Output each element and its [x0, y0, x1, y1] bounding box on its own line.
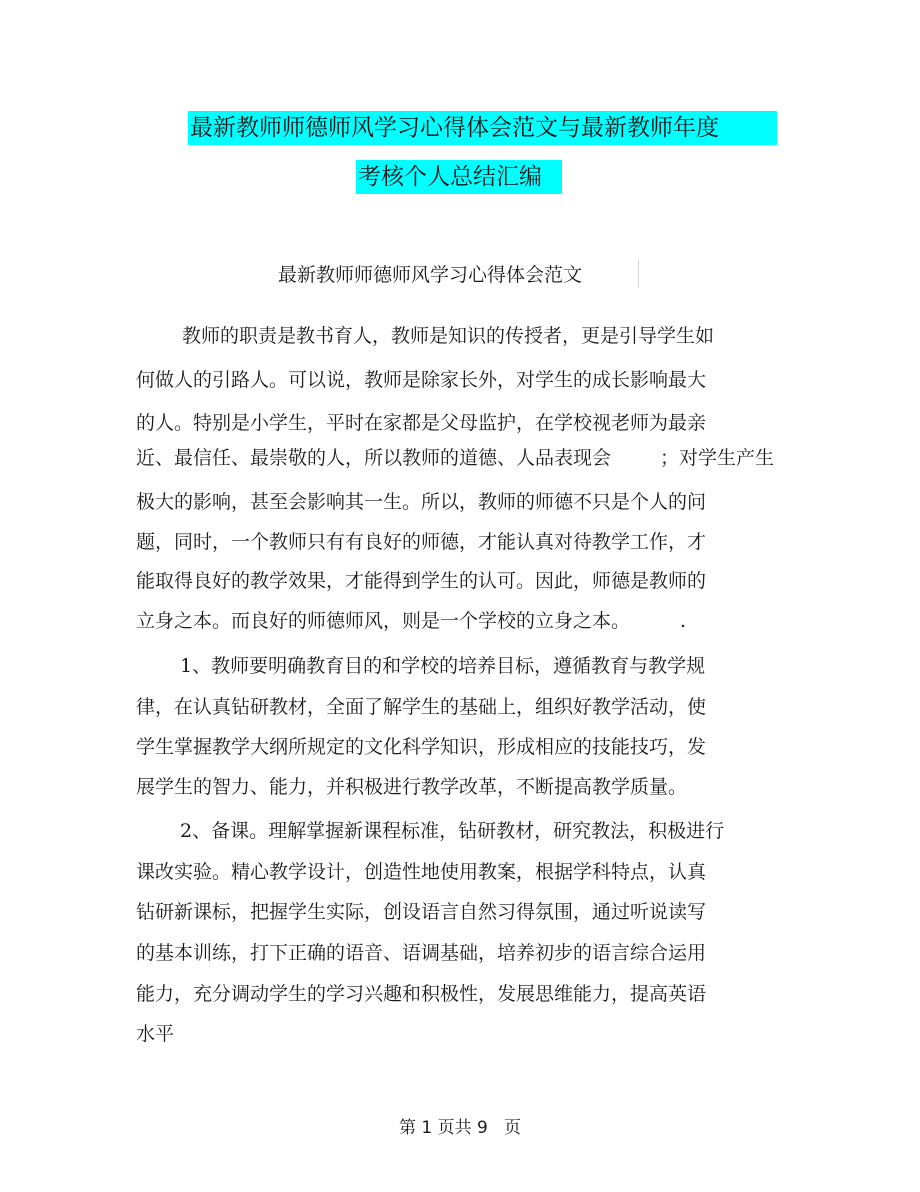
- document-title-line-2: 考核个人总结汇编: [356, 160, 562, 194]
- paragraph-1-line-6: 题，同时，一个教师只有有良好的师德，才能认真对待教学工作，才: [136, 531, 707, 553]
- paragraph-1-line-5: 极大的影响，甚至会影响其一生。所以，教师的师德不只是个人的问: [136, 491, 707, 513]
- paragraph-1-trailing-dot: .: [680, 610, 687, 632]
- paragraph-2-line-1: 1、教师要明确教育目的和学校的培养目标，遵循教育与教学规: [180, 655, 706, 677]
- paragraph-3-line-3: 钻研新课标，把握学生实际，创设语言自然习得氛围，通过听说读写: [136, 901, 707, 923]
- paragraph-2-line-2: 律，在认真钻研教材，全面了解学生的基础上，组织好教学活动，使: [136, 696, 707, 718]
- heading-divider: [638, 260, 639, 288]
- paragraph-1-line-8: 立身之本。而良好的师德师风，则是一个学校的立身之本。: [136, 610, 631, 632]
- paragraph-2-line-4: 展学生的智力、能力，并积极进行教学改革，不断提高教学质量。: [136, 776, 688, 798]
- paragraph-1-line-1: 教师的职责是教书育人，教师是知识的传授者，更是引导学生如: [182, 325, 715, 347]
- section-heading: 最新教师师德师风学习心得体会范文: [278, 264, 583, 286]
- page-number-footer: 第 1 页共 9 页: [398, 1118, 522, 1138]
- paragraph-2-line-3: 学生掌握教学大纲所规定的文化科学知识，形成相应的技能技巧，发: [136, 736, 707, 758]
- paragraph-1-line-4-continued: ；对学生产生: [660, 447, 775, 469]
- paragraph-3-line-5: 能力，充分调动学生的学习兴趣和积极性，发展思维能力，提高英语: [136, 983, 707, 1005]
- paragraph-1-line-3: 的人。特别是小学生，平时在家都是父母监护，在学校视老师为最亲: [136, 412, 707, 434]
- paragraph-3-line-2: 课改实验。精心教学设计，创造性地使用教案，根据学科特点，认真: [136, 861, 707, 883]
- paragraph-3-line-1: 2、备课。理解掌握新课程标准，钻研教材，研究教法，积极进行: [180, 820, 725, 842]
- paragraph-1-line-7: 能取得良好的教学效果，才能得到学生的认可。因此，师德是教师的: [136, 570, 707, 592]
- paragraph-1-line-4: 近、最信任、最崇敬的人，所以教师的道德、人品表现会: [136, 447, 612, 469]
- paragraph-3-line-4: 的基本训练，打下正确的语音、语调基础，培养初步的语言综合运用: [136, 942, 707, 964]
- paragraph-1-line-2: 何做人的引路人。可以说，教师是除家长外，对学生的成长影响最大: [136, 369, 707, 391]
- document-title-line-1: 最新教师师德师风学习心得体会范文与最新教师年度: [188, 111, 777, 145]
- paragraph-3-line-6: 水平: [136, 1023, 175, 1045]
